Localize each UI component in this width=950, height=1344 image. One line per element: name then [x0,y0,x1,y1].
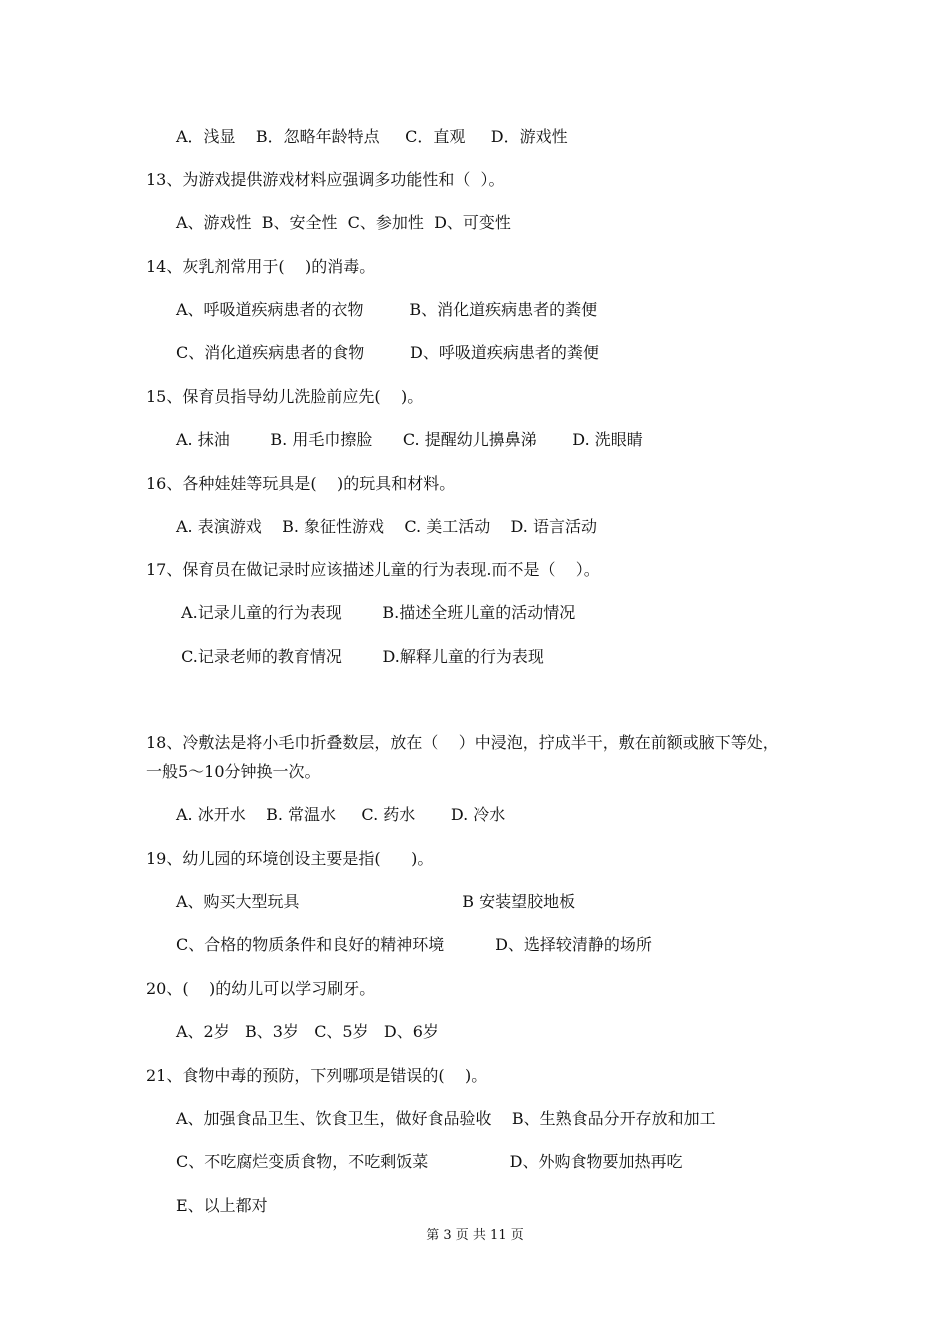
q16-options: A. 表演游戏 B. 象征性游戏 C. 美工活动 D. 语言活动 [176,517,597,536]
q19-options-cd: C、合格的物质条件和良好的精神环境 D、选择较清静的场所 [176,935,652,954]
q17-options-cd: C.记录老师的教育情况 D.解释儿童的行为表现 [176,647,544,666]
q13-options: A、游戏性 B、安全性 C、参加性 D、可变性 [176,213,511,232]
q19-options-ab: A、购买大型玩具 B 安装望胶地板 [176,892,576,911]
q12-options: A．浅显 B．忽略年龄特点 C．直观 D．游戏性 [176,127,568,146]
q13-stem: 13、为游戏提供游戏材料应强调多功能性和（ ）。 [146,170,505,189]
q21-options-ab: A、加强食品卫生、饮食卫生，做好食品验收 B、生熟食品分开存放和加工 [176,1109,716,1128]
q18-stem-cont: 一般5～10分钟换一次。 [146,762,321,781]
q17-stem: 17、保育员在做记录时应该描述儿童的行为表现.而不是（ ）。 [146,560,600,579]
q14-stem: 14、灰乳剂常用于( )的消毒。 [146,257,376,276]
page-number-footer: 第 3 页 共 11 页 [426,1228,524,1243]
q21-stem: 21、食物中毒的预防，下列哪项是错误的( )。 [146,1066,488,1085]
q16-stem: 16、各种娃娃等玩具是( )的玩具和材料。 [146,474,456,493]
q18-stem: 18、冷敷法是将小毛巾折叠数层，放在（ ）中浸泡，拧成半干，敷在前额或腋下等处， [146,733,779,752]
q20-options: A、2岁 B、3岁 C、5岁 D、6岁 [176,1022,439,1041]
q17-options-ab: A.记录儿童的行为表现 B.描述全班儿童的活动情况 [176,603,576,622]
q15-stem: 15、保育员指导幼儿洗脸前应先( )。 [146,387,424,406]
q21-options-cd: C、不吃腐烂变质食物，不吃剩饭菜 D、外购食物要加热再吃 [176,1152,683,1171]
q19-stem: 19、幼儿园的环境创设主要是指( )。 [146,849,434,868]
q14-options-cd: C、消化道疾病患者的食物 D、呼吸道疾病患者的粪便 [176,343,599,362]
q18-options: A. 冰开水 B. 常温水 C. 药水 D. 冷水 [176,805,506,824]
q15-options: A. 抹油 B. 用毛巾擦脸 C. 提醒幼儿擤鼻涕 D. 洗眼睛 [176,430,643,449]
q20-stem: 20、( )的幼儿可以学习刷牙。 [146,979,376,998]
q21-option-e: E、以上都对 [176,1196,268,1215]
q14-options-ab: A、呼吸道疾病患者的衣物 B、消化道疾病患者的粪便 [176,300,598,319]
